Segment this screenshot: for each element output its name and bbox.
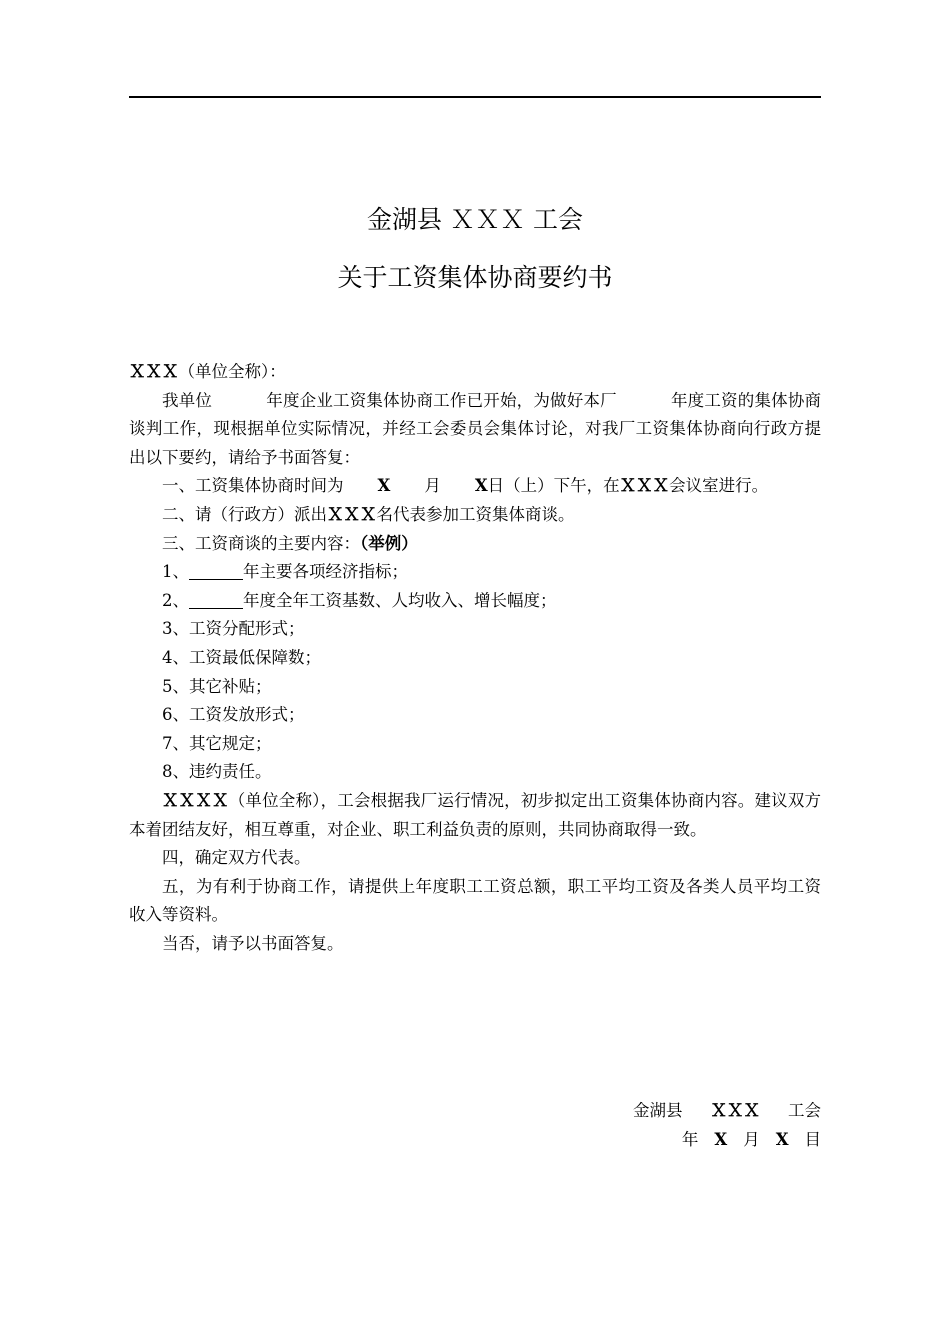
sub-item-1 xyxy=(129,558,821,587)
item3-example-label: （举例） xyxy=(360,533,418,553)
sig-code: ＸＸＸ xyxy=(710,1101,760,1120)
intro-text-b: 年度企业工资集体协商工作已开始，为做好本厂 xyxy=(266,390,617,410)
item-2 xyxy=(129,501,821,530)
item1-text-b: 日（上）下午，在 xyxy=(487,476,620,496)
sub1-number: 1、 xyxy=(162,562,189,582)
intro-text-c: 年度工资的集体协商谈判工作，现根据单位实际情况，并经工会委员会集体讨论，对我厂工资集体协商向行政方提出以下要约，请给予书面答复： xyxy=(129,390,822,467)
sub1-blank-line xyxy=(189,563,243,581)
document-title-line1: 金湖县 ＸＸＸ 工会 xyxy=(367,205,583,234)
sub-item-2 xyxy=(129,587,821,616)
item-1 xyxy=(129,472,821,501)
sub-item-6: 6、工资发放形式； xyxy=(162,705,305,725)
sub-item-5: 5、其它补贴； xyxy=(162,676,272,696)
sig-county: 金湖县 xyxy=(633,1101,683,1120)
item3-text: 三、工资商谈的主要内容： xyxy=(162,533,360,553)
sub-item-3: 3、工资分配形式； xyxy=(162,619,305,639)
date-x2: X xyxy=(775,1130,789,1149)
date-x1: X xyxy=(714,1130,728,1149)
date-month: 月 xyxy=(743,1130,760,1149)
date-year: 年 xyxy=(681,1130,699,1149)
salutation-code: ＸＸＸ xyxy=(129,362,179,381)
sub-item-7: 7、其它规定； xyxy=(162,733,272,753)
item1-code: ＸＸＸ xyxy=(619,476,670,496)
salutation xyxy=(129,358,821,387)
item1-x2: X xyxy=(474,476,488,496)
item-4: 四，确定双方代表。 xyxy=(162,848,311,868)
sub-item-4: 4、工资最低保障数； xyxy=(162,647,321,667)
sub1-text: 年主要各项经济指标； xyxy=(243,562,408,582)
item-3 xyxy=(129,530,821,559)
sig-union: 工会 xyxy=(788,1101,821,1120)
para-code: ＸＸＸＸ xyxy=(162,790,229,810)
closing-line: 当否，请予以书面答复。 xyxy=(162,933,344,953)
date-day: 目 xyxy=(804,1130,821,1149)
item1-month: 月 xyxy=(424,476,441,496)
signature-org xyxy=(129,1097,821,1121)
item1-x1: X xyxy=(377,476,391,496)
item2-text-b: 名代表参加工资集体商谈。 xyxy=(376,504,575,524)
intro-paragraph xyxy=(129,387,821,473)
document-title-line2: 关于工资集体协商要约书 xyxy=(337,263,613,292)
salutation-rest: （单位全称）： xyxy=(178,362,286,381)
item1-text-a: 一、工资集体协商时间为 xyxy=(162,476,344,496)
sub2-number: 2、 xyxy=(162,590,189,610)
item2-code: ＸＸＸ xyxy=(327,504,377,524)
negotiation-paragraph xyxy=(129,787,821,844)
sub-item-8: 8、违约责任。 xyxy=(162,762,272,782)
header-rule xyxy=(129,96,821,98)
item2-text-a: 二、请（行政方）派出 xyxy=(162,504,327,524)
intro-text-a: 我单位 xyxy=(162,390,213,410)
para-text: （单位全称），工会根据我厂运行情况，初步拟定出工资集体协商内容。建议双方本着团结友好，相互尊重，对企业、职工利益负责的原则，共同协商取得一致。 xyxy=(129,790,822,839)
sub2-blank-line xyxy=(189,591,243,609)
item1-text-c: 会议室进行。 xyxy=(669,476,769,496)
signature-date xyxy=(129,1126,821,1150)
sub2-text: 年度全年工资基数、人均收入、增长幅度； xyxy=(243,590,557,610)
letter-body xyxy=(129,358,821,958)
item-5: 五，为有利于协商工作，请提供上年度职工工资总额，职工平均工资及各类人员平均工资收入等资料。 xyxy=(129,876,821,925)
